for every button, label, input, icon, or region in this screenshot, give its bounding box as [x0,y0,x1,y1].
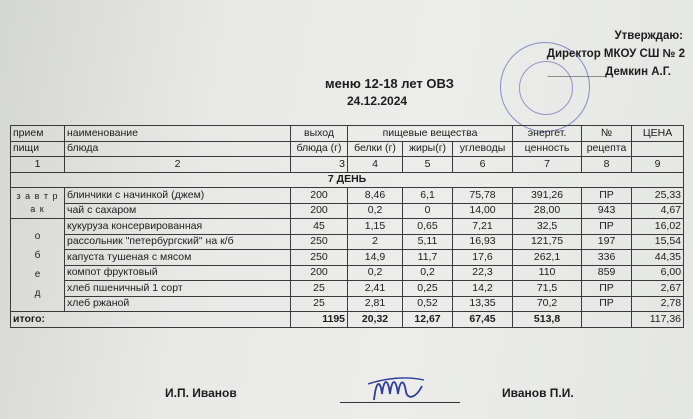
colnum: 9 [632,157,684,173]
dish-price: 15,54 [632,234,684,250]
dish-output: 200 [291,188,348,204]
header-protein: белки (г) [348,141,403,157]
dish-output: 250 [291,250,348,266]
table-row [11,188,684,204]
signature-name-left: И.П. Иванов [165,386,237,400]
dish-fat: 0 [403,203,453,219]
header-recipe: рецепта [582,141,632,157]
stamp-inner-ring [519,61,573,115]
header-name-2: блюда [65,141,291,157]
dish-carbs: 14,00 [453,203,513,219]
header-meal: прием [11,126,65,142]
dish-protein: 1,15 [348,219,403,235]
dish-protein: 2,81 [348,296,403,312]
header-row-1 [11,126,684,142]
total-protein: 20,32 [348,312,403,328]
dish-output: 25 [291,281,348,297]
dish-fat: 0,25 [403,281,453,297]
header-price: ЦЕНА [632,126,684,142]
dish-energy: 391,26 [513,188,582,204]
table-row [11,250,684,266]
dish-recipe: ПР [582,188,632,204]
dish-price: 4,67 [632,203,684,219]
dish-name: хлеб ржаной [65,296,291,312]
dish-recipe: 943 [582,203,632,219]
header-number: № [582,126,632,142]
dish-recipe: 336 [582,250,632,266]
dish-output: 25 [291,296,348,312]
header-price-2 [632,141,684,157]
approval-signatory: _________Демкин А.Г. [547,66,671,78]
table-row [11,203,684,219]
dish-carbs: 22,3 [453,265,513,281]
day-row [11,172,684,188]
dish-energy: 32,5 [513,219,582,235]
dish-name: блинчики с начинкой (джем) [65,188,291,204]
dish-fat: 0,52 [403,296,453,312]
dish-fat: 0,65 [403,219,453,235]
signature-name-right: Иванов П.И. [502,386,574,400]
colnum: 7 [513,157,582,173]
dish-output: 250 [291,234,348,250]
menu-table [10,125,684,328]
dish-price: 25,33 [632,188,684,204]
header-output-2: блюда (г) [291,141,348,157]
handwritten-signature [366,372,446,406]
menu-title: меню 12-18 лет ОВЗ [325,76,454,91]
dish-price: 16,02 [632,219,684,235]
dish-fat: 6,1 [403,188,453,204]
dish-price: 2,78 [632,296,684,312]
table-row [11,219,684,235]
dish-carbs: 7,21 [453,219,513,235]
colnum: 6 [453,157,513,173]
dish-price: 6,00 [632,265,684,281]
total-fat: 12,67 [403,312,453,328]
dish-carbs: 13,35 [453,296,513,312]
school-stamp [500,42,590,132]
dish-protein: 0,2 [348,265,403,281]
dish-protein: 14,9 [348,250,403,266]
dish-output: 45 [291,219,348,235]
total-label: итого: [11,312,291,328]
colnum: 5 [403,157,453,173]
header-fat: жиры(г) [403,141,453,157]
header-row-2 [11,141,684,157]
header-meal-2: пищи [11,141,65,157]
total-carbs: 67,45 [453,312,513,328]
table-row [11,281,684,297]
header-nutrients: пищевые вещества [348,126,513,142]
menu-date: 24.12.2024 [347,94,408,108]
dish-energy: 71,5 [513,281,582,297]
dish-fat: 5,11 [403,234,453,250]
approval-position: Директор МКОУ СШ № 2 [546,48,685,60]
header-energy: энергет. [513,126,582,142]
dish-energy: 121,75 [513,234,582,250]
dish-protein: 8,46 [348,188,403,204]
dish-recipe: ПР [582,296,632,312]
dish-recipe: ПР [582,281,632,297]
approval-title: Утверждаю: [614,30,683,42]
dish-fat: 11,7 [403,250,453,266]
colnum: 3 [291,157,348,173]
table-row [11,296,684,312]
dish-energy: 110 [513,265,582,281]
colnum: 2 [65,157,291,173]
dish-output: 200 [291,203,348,219]
dish-name: капуста тушеная с мясом [65,250,291,266]
day-label: 7 ДЕНЬ [11,172,684,188]
dish-recipe: 859 [582,265,632,281]
dish-energy: 70,2 [513,296,582,312]
dish-protein: 2 [348,234,403,250]
dish-output: 200 [291,265,348,281]
dish-price: 2,67 [632,281,684,297]
signature-line [340,402,460,403]
dish-fat: 0,2 [403,265,453,281]
dish-energy: 28,00 [513,203,582,219]
total-energy: 513,8 [513,312,582,328]
header-carbs: углеводы [453,141,513,157]
table-row [11,265,684,281]
dish-recipe: 197 [582,234,632,250]
dish-carbs: 16,93 [453,234,513,250]
total-recipe [582,312,632,328]
header-output: выход [291,126,348,142]
dish-recipe: ПР [582,219,632,235]
total-price: 117,36 [632,312,684,328]
dish-carbs: 14,2 [453,281,513,297]
dish-protein: 0,2 [348,203,403,219]
dish-name: рассольник "петербургский" на к/б [65,234,291,250]
colnum: 4 [348,157,403,173]
dish-protein: 2,41 [348,281,403,297]
dish-name: хлеб пшеничный 1 сорт [65,281,291,297]
header-energy-2: ценность [513,141,582,157]
column-number-row [11,157,684,173]
dish-name: чай с сахаром [65,203,291,219]
table-row [11,234,684,250]
meal-lunch: о б е д [11,219,65,312]
colnum: 8 [582,157,632,173]
total-row [11,312,684,328]
dish-name: кукуруза консервированная [65,219,291,235]
total-output: 1195 [291,312,348,328]
colnum: 1 [11,157,65,173]
dish-carbs: 17,6 [453,250,513,266]
dish-price: 44,35 [632,250,684,266]
dish-name: компот фруктовый [65,265,291,281]
dish-energy: 262,1 [513,250,582,266]
dish-carbs: 75,78 [453,188,513,204]
header-name: наименование [65,126,291,142]
meal-breakfast: з а в т р а к [11,188,65,219]
